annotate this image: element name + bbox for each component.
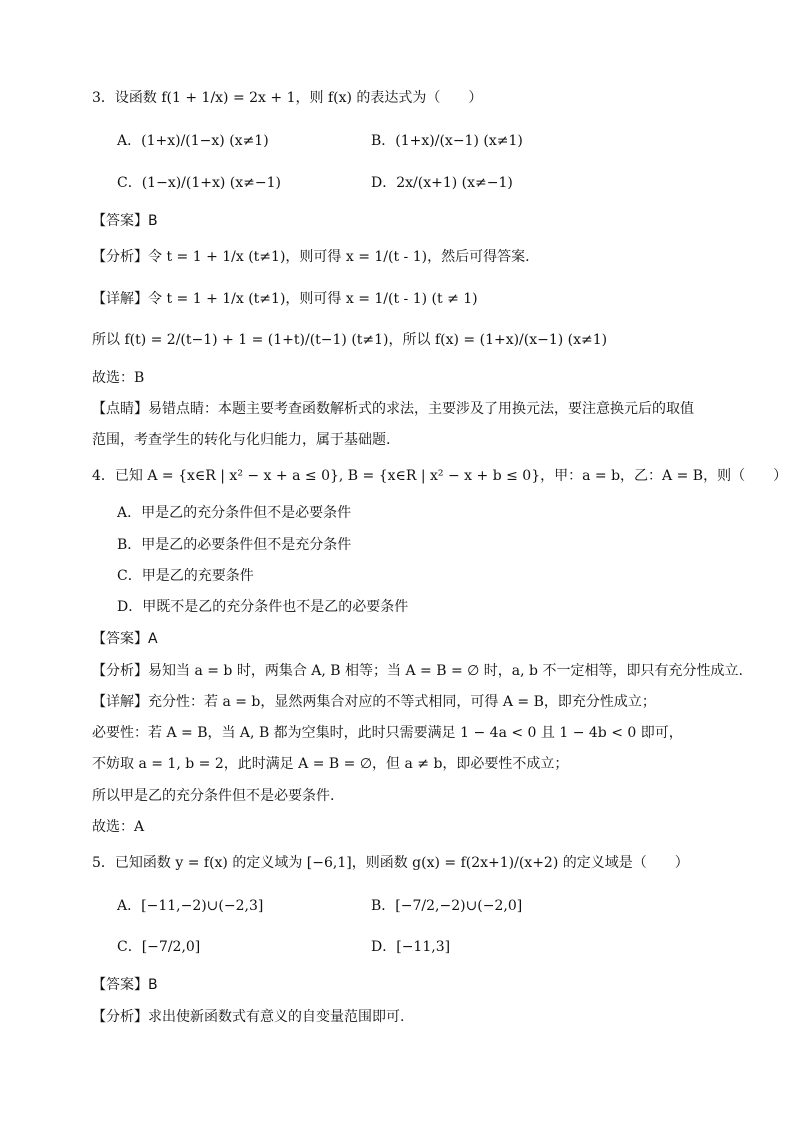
q4-detail-2: 必要性：若 A = B，当 A, B 都为空集时，此时只需要满足 1 − 4a < 0 且 1 − 4b < 0 即可， <box>92 725 683 741</box>
q4-detail-3: 不妨取 a = 1, b = 2，此时满足 A = B = ∅，但 a ≠ b，即必要性不成立； <box>92 756 569 772</box>
q3-tip-1: 【点睛】易错点睛：本题主要考查函数解析式的求法，主要涉及了用换元法，要注意换元后的取值 <box>92 401 694 417</box>
q4-analysis: 【分析】易知当 a = b 时，两集合 A, B 相等；当 A = B = ∅ 时，a, b 不一定相等，即只有充分性成立. <box>92 663 743 679</box>
q3-option-c: C．(1−x)/(1+x) (x≠−1) <box>117 175 281 191</box>
q4-option-b: B．甲是乙的必要条件但不是充分条件 <box>117 537 352 553</box>
q4-detail: 【详解】充分性：若 a = b，显然两集合对应的不等式相同，可得 A = B，即充分性成立； <box>92 694 656 710</box>
q5-stem: 5．已知函数 y = f(x) 的定义域为 [−6,1]，则函数 g(x) = f(2x+1)/(x+2) 的定义域是（ ） <box>92 855 689 871</box>
q4-option-d: D．甲既不是乙的充分条件也不是乙的必要条件 <box>117 599 409 615</box>
q4-choose: 故选：A <box>92 819 145 835</box>
q3-detail: 【详解】令 t = 1 + 1/x (t≠1)，则可得 x = 1/(t - 1) (t ≠ 1) <box>92 291 478 307</box>
q4-option-a: A．甲是乙的充分条件但不是必要条件 <box>117 505 352 521</box>
q5-option-a: A．[−11,−2)∪(−2,3] <box>117 898 264 914</box>
q4-option-c: C．甲是乙的充要条件 <box>117 568 254 584</box>
q5-option-b: B．[−7/2,−2)∪(−2,0] <box>371 898 523 914</box>
q4-stem: 4．已知 A = {x∈R | x² − x + a ≤ 0}, B = {x∈R | x² − x + b ≤ 0}，甲：a = b，乙：A = B，则（ ） <box>92 468 788 484</box>
q3-detail-2: 所以 f(t) = 2/(t−1) + 1 = (1+t)/(t−1) (t≠1)，所以 f(x) = (1+x)/(x−1) (x≠1) <box>92 332 608 348</box>
q3-stem: 3．设函数 f(1 + 1/x) = 2x + 1，则 f(x) 的表达式为（ ） <box>92 90 483 106</box>
q5-analysis: 【分析】求出使新函数式有意义的自变量范围即可. <box>92 1009 405 1025</box>
q4-detail-4: 所以甲是乙的充分条件但不是必要条件. <box>92 788 335 804</box>
q3-option-a: A．(1+x)/(1−x) (x≠1) <box>117 133 269 149</box>
q4-answer: 【答案】A <box>92 631 158 647</box>
q5-option-c: C．[−7/2,0] <box>117 939 201 955</box>
q3-option-b: B．(1+x)/(x−1) (x≠1) <box>371 133 523 149</box>
q5-answer: 【答案】B <box>92 977 158 993</box>
q5-option-d: D．[−11,3] <box>371 939 451 955</box>
q3-answer: 【答案】B <box>92 213 158 229</box>
q3-analysis: 【分析】令 t = 1 + 1/x (t≠1)，则可得 x = 1/(t - 1)，然后可得答案. <box>92 249 530 265</box>
q3-choose: 故选：B <box>92 370 145 386</box>
q3-option-d: D．2x/(x+1) (x≠−1) <box>371 175 513 191</box>
q3-tip-2: 范围，考查学生的转化与化归能力，属于基础题. <box>92 432 391 448</box>
